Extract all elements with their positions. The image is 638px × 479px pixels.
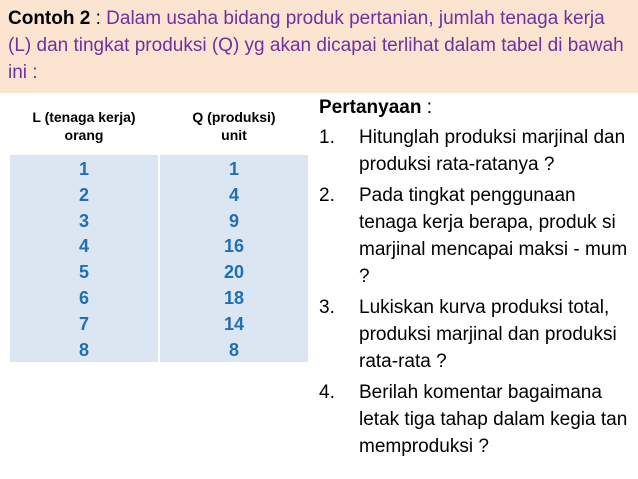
table-cell-production: 1 <box>228 159 239 179</box>
table-cell-labor: 8 <box>78 339 89 360</box>
labor-header-line1: L (tenaga kerja) <box>32 109 136 125</box>
table-cell-production: 8 <box>228 339 239 360</box>
table-cell-labor: 7 <box>78 313 89 334</box>
table-cell-production: 4 <box>228 184 239 205</box>
question-number: 1. <box>319 127 335 148</box>
example-header <box>0 0 638 93</box>
question-text: Hitunglah produksi marjinal dan produksi rata-ratanya ? <box>359 127 626 175</box>
list-item <box>319 182 634 290</box>
question-text: Pada tingkat penggunaan tenaga kerja berapa, produk si marjinal mencapai maksi - mum ? <box>359 185 628 287</box>
table-cell-labor: 1 <box>78 159 89 179</box>
table-cell-labor: 3 <box>78 210 89 231</box>
questions-title-colon: : <box>421 97 433 118</box>
list-item <box>319 294 634 375</box>
table-cell-production: 16 <box>223 236 245 257</box>
production-header-line2: unit <box>221 127 247 143</box>
table-cell-production: 20 <box>223 262 245 283</box>
table-cell-production: 14 <box>223 313 245 334</box>
question-number: 3. <box>319 297 335 318</box>
example-colon: : <box>90 8 107 29</box>
table-cell-labor: 2 <box>78 184 89 205</box>
table-cell-production: 18 <box>223 287 245 308</box>
table-cell-labor: 6 <box>78 287 89 308</box>
question-text: Lukiskan kurva produksi total, produksi marjinal dan produksi rata-rata ? <box>359 297 617 372</box>
table-header-labor <box>10 100 158 155</box>
question-number: 4. <box>319 382 335 403</box>
list-item <box>319 124 634 178</box>
table-header-production <box>160 100 308 155</box>
production-header-line1: Q (produksi) <box>192 109 276 125</box>
labor-header-line2: orang <box>64 127 104 143</box>
questions-title <box>319 94 634 121</box>
question-text: Berilah komentar bagaimana letak tiga tahap dalam kegia tan memproduksi ? <box>359 382 628 457</box>
table-cell-labor: 5 <box>78 262 89 283</box>
questions-list <box>319 124 634 460</box>
questions-section <box>319 94 634 464</box>
questions-title-text: Pertanyaan <box>319 97 422 118</box>
list-item <box>319 379 634 460</box>
labor-column <box>10 155 158 362</box>
example-label: Contoh 2 <box>8 8 91 29</box>
example-text: Dalam usaha bidang produk pertanian, jumlah tenaga kerja (L) dan tingkat produksi (Q) yg akan dicapai terlihat dalam tabel di bawah ini : <box>8 8 624 83</box>
question-number: 2. <box>319 185 335 206</box>
table-cell-labor: 4 <box>78 236 89 257</box>
production-column <box>160 155 308 362</box>
table-cell-production: 9 <box>228 210 239 231</box>
